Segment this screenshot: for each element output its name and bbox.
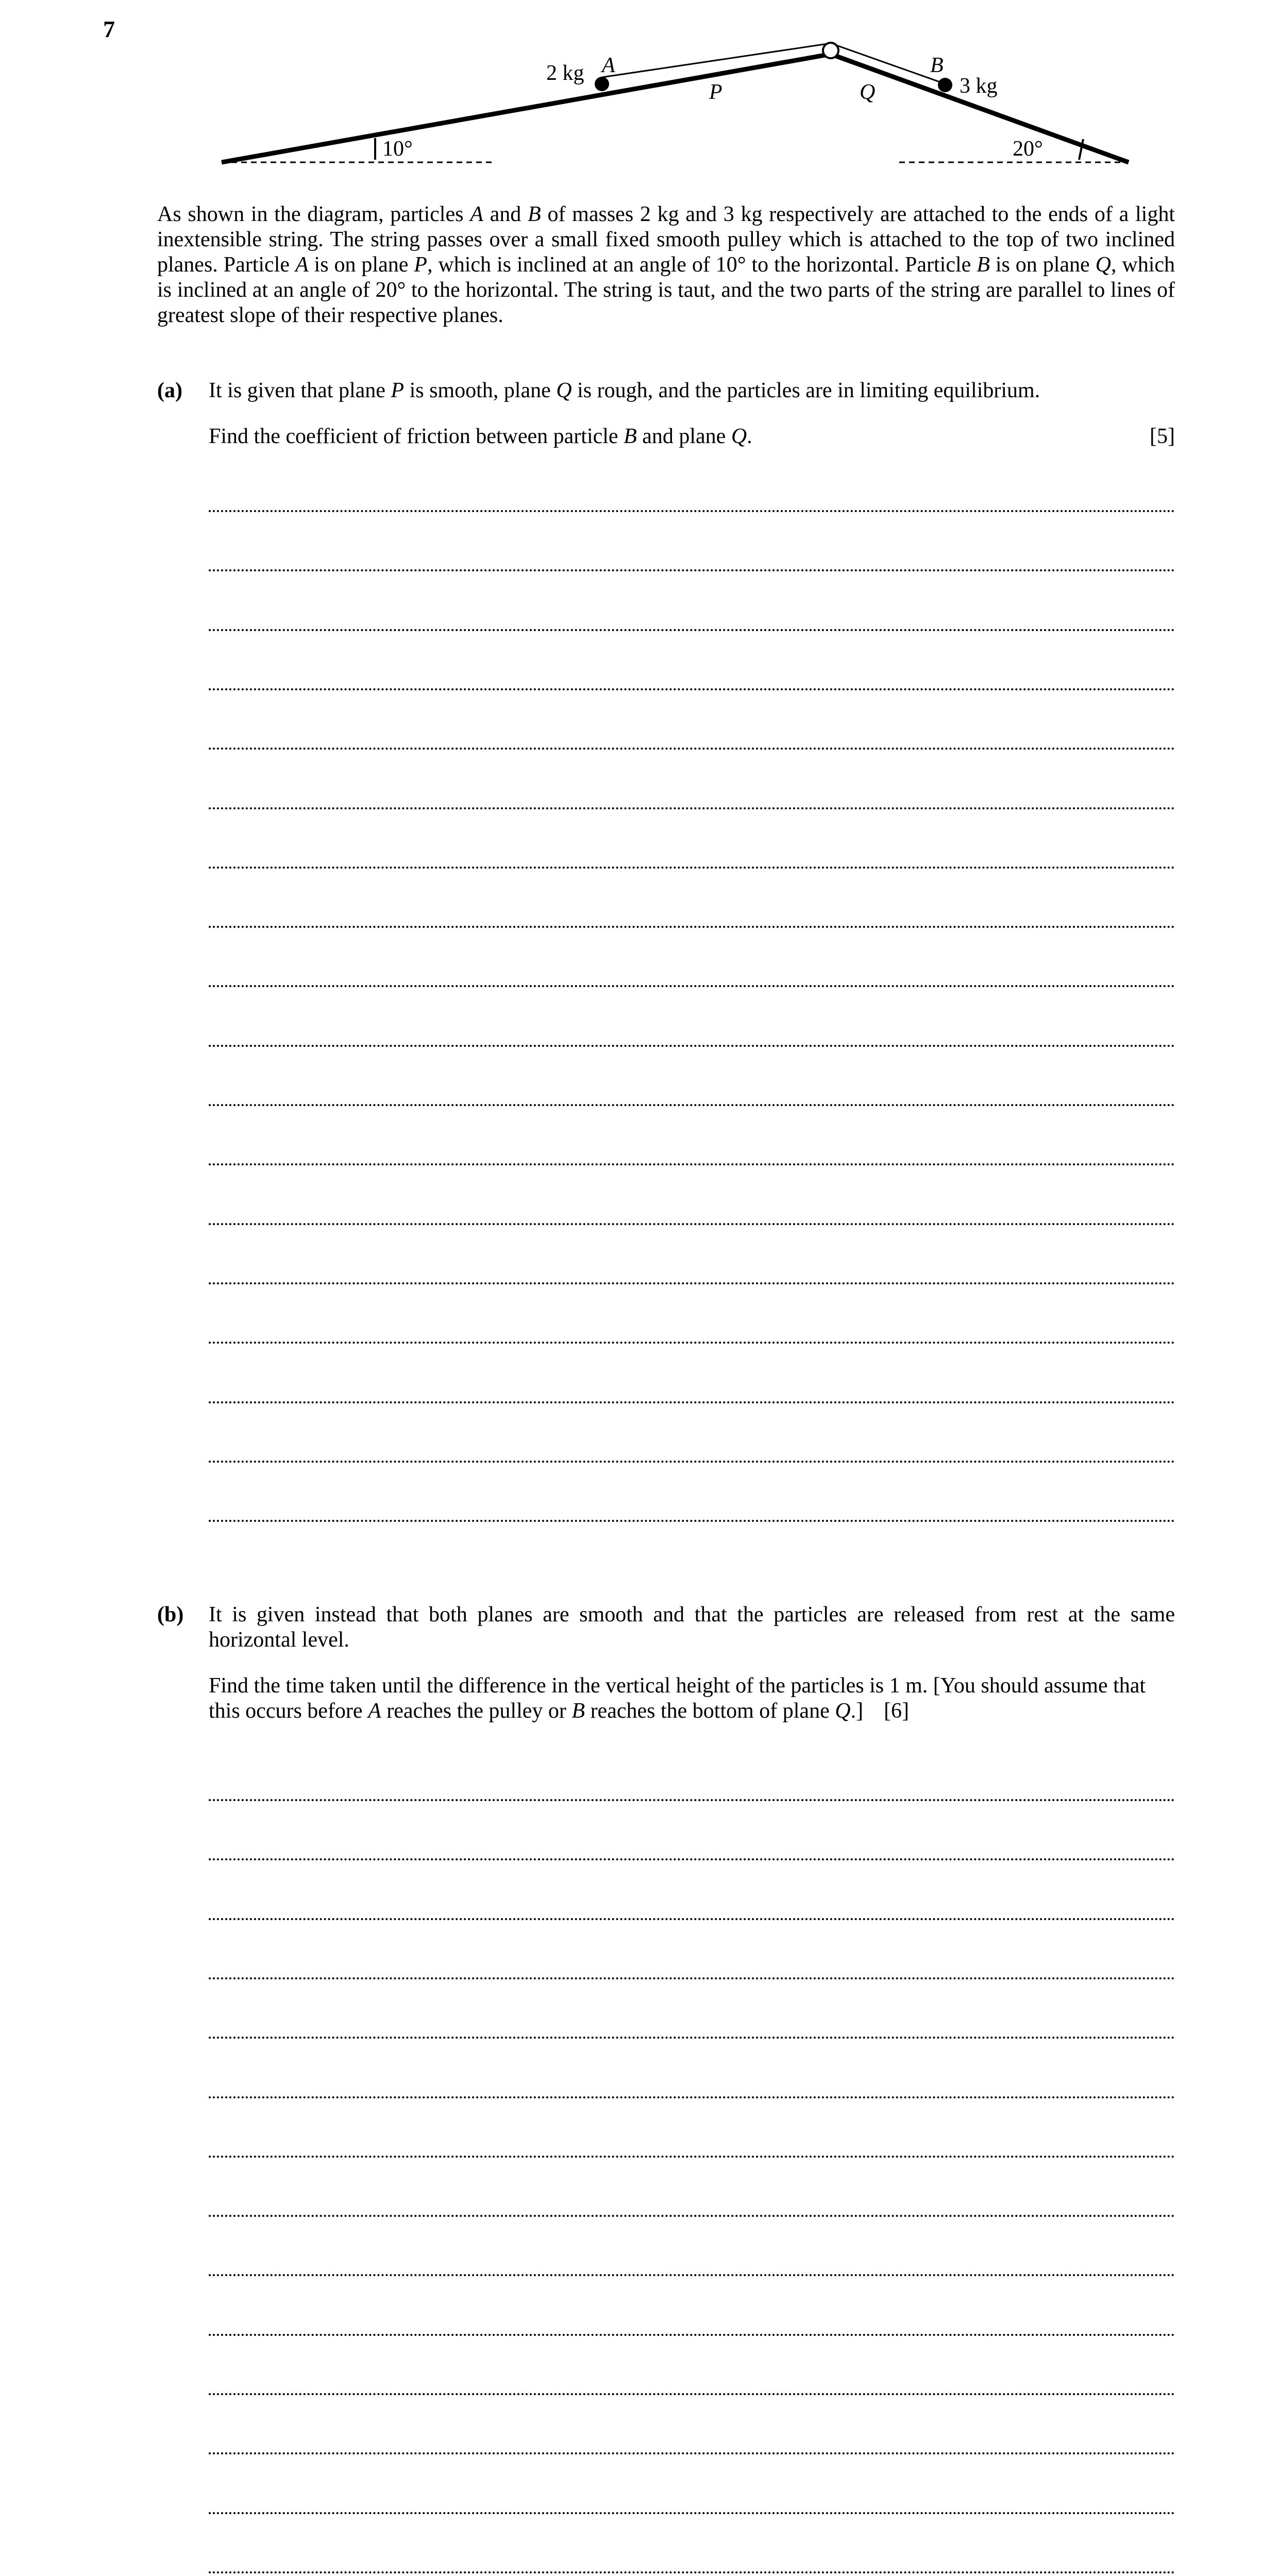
question-number: 7 [103, 16, 115, 42]
angle-p-label: 10° [382, 137, 413, 161]
part-b-task: Find the time taken until the difference in the vertical height of the particles is 1 m. [You should assume that this occurs before A reaches the pulley or B reaches the bottom of plane Q.] [6] [209, 1674, 1146, 1723]
inclined-planes-diagram [0, 0, 1278, 175]
answer-line[interactable] [209, 1401, 1175, 1403]
answer-line[interactable] [209, 1342, 1175, 1344]
mass-b-label: 3 kg [960, 74, 998, 98]
question-intro: As shown in the diagram, particles A and B of masses 2 kg and 3 kg respectively are attached to the ends of a light inextensible string. The string passes over a small fixed smooth pulley which is attached to the top of two inclined planes. Particle A is on plane P, which is inclined at an angle of 10° to the horizontal. Particle B is on plane Q, which is inclined at an angle of 20° to the horizontal. The string is taut, and the two parts of the string are parallel to lines of greatest slope of their respective planes. [157, 202, 1175, 327]
part-b-statement: It is given instead that both planes are smooth and that the particles are released from rest at the same horizontal level. [209, 1603, 1175, 1652]
answer-line[interactable] [209, 1977, 1175, 1979]
particle-a-label: A [602, 54, 615, 77]
answer-line[interactable] [209, 1799, 1175, 1801]
part-a [157, 378, 1175, 470]
answer-line[interactable] [209, 2274, 1175, 2276]
part-a-statement: It is given that plane P is smooth, plane Q is rough, and the particles are in limiting equilibrium. [209, 379, 1040, 402]
answer-line[interactable] [209, 985, 1175, 987]
answer-line[interactable] [209, 2215, 1175, 2217]
answer-line[interactable] [209, 2571, 1175, 2573]
answer-line[interactable] [209, 807, 1175, 809]
answer-line[interactable] [209, 2452, 1175, 2454]
plane-q-label: Q [860, 80, 876, 104]
answer-line[interactable] [209, 867, 1175, 869]
part-a-task: [5] Find the coefficient of friction between particle B and plane Q. [209, 425, 1175, 448]
answer-line[interactable] [209, 510, 1175, 512]
plane-p-label: P [709, 80, 722, 104]
answer-line[interactable] [209, 2096, 1175, 2098]
answer-line[interactable] [209, 1223, 1175, 1225]
answer-line[interactable] [209, 2512, 1175, 2514]
plane-p-line [222, 54, 831, 162]
part-b-label: (b) [157, 1603, 184, 1626]
answer-line[interactable] [209, 926, 1175, 928]
pulley [823, 43, 838, 58]
answer-line[interactable] [209, 2393, 1175, 2395]
part-a-label: (a) [157, 379, 182, 402]
answer-line[interactable] [209, 569, 1175, 571]
answer-line[interactable] [209, 2334, 1175, 2336]
part-b-marks: [6] [884, 1699, 910, 1723]
answer-line[interactable] [209, 1461, 1175, 1463]
answer-line[interactable] [209, 1918, 1175, 1920]
string-b [831, 43, 944, 83]
answer-line[interactable] [209, 2037, 1175, 2039]
answer-line[interactable] [209, 1045, 1175, 1047]
answer-line[interactable] [209, 688, 1175, 690]
particle-a [595, 77, 609, 91]
part-a-marks: [5] [1150, 425, 1175, 448]
part-b [157, 1602, 1175, 1744]
answer-line[interactable] [209, 2156, 1175, 2158]
answer-line[interactable] [209, 1282, 1175, 1284]
particle-b [938, 78, 952, 92]
plane-q-line [831, 54, 1129, 162]
mass-a-label: 2 kg [546, 61, 584, 85]
answer-line[interactable] [209, 629, 1175, 631]
answer-line[interactable] [209, 1104, 1175, 1106]
answer-line[interactable] [209, 748, 1175, 750]
answer-line[interactable] [209, 1163, 1175, 1165]
answer-line[interactable] [209, 1858, 1175, 1860]
answer-line[interactable] [209, 1520, 1175, 1522]
angle-q-label: 20° [1013, 137, 1043, 161]
particle-b-label: B [930, 54, 944, 77]
